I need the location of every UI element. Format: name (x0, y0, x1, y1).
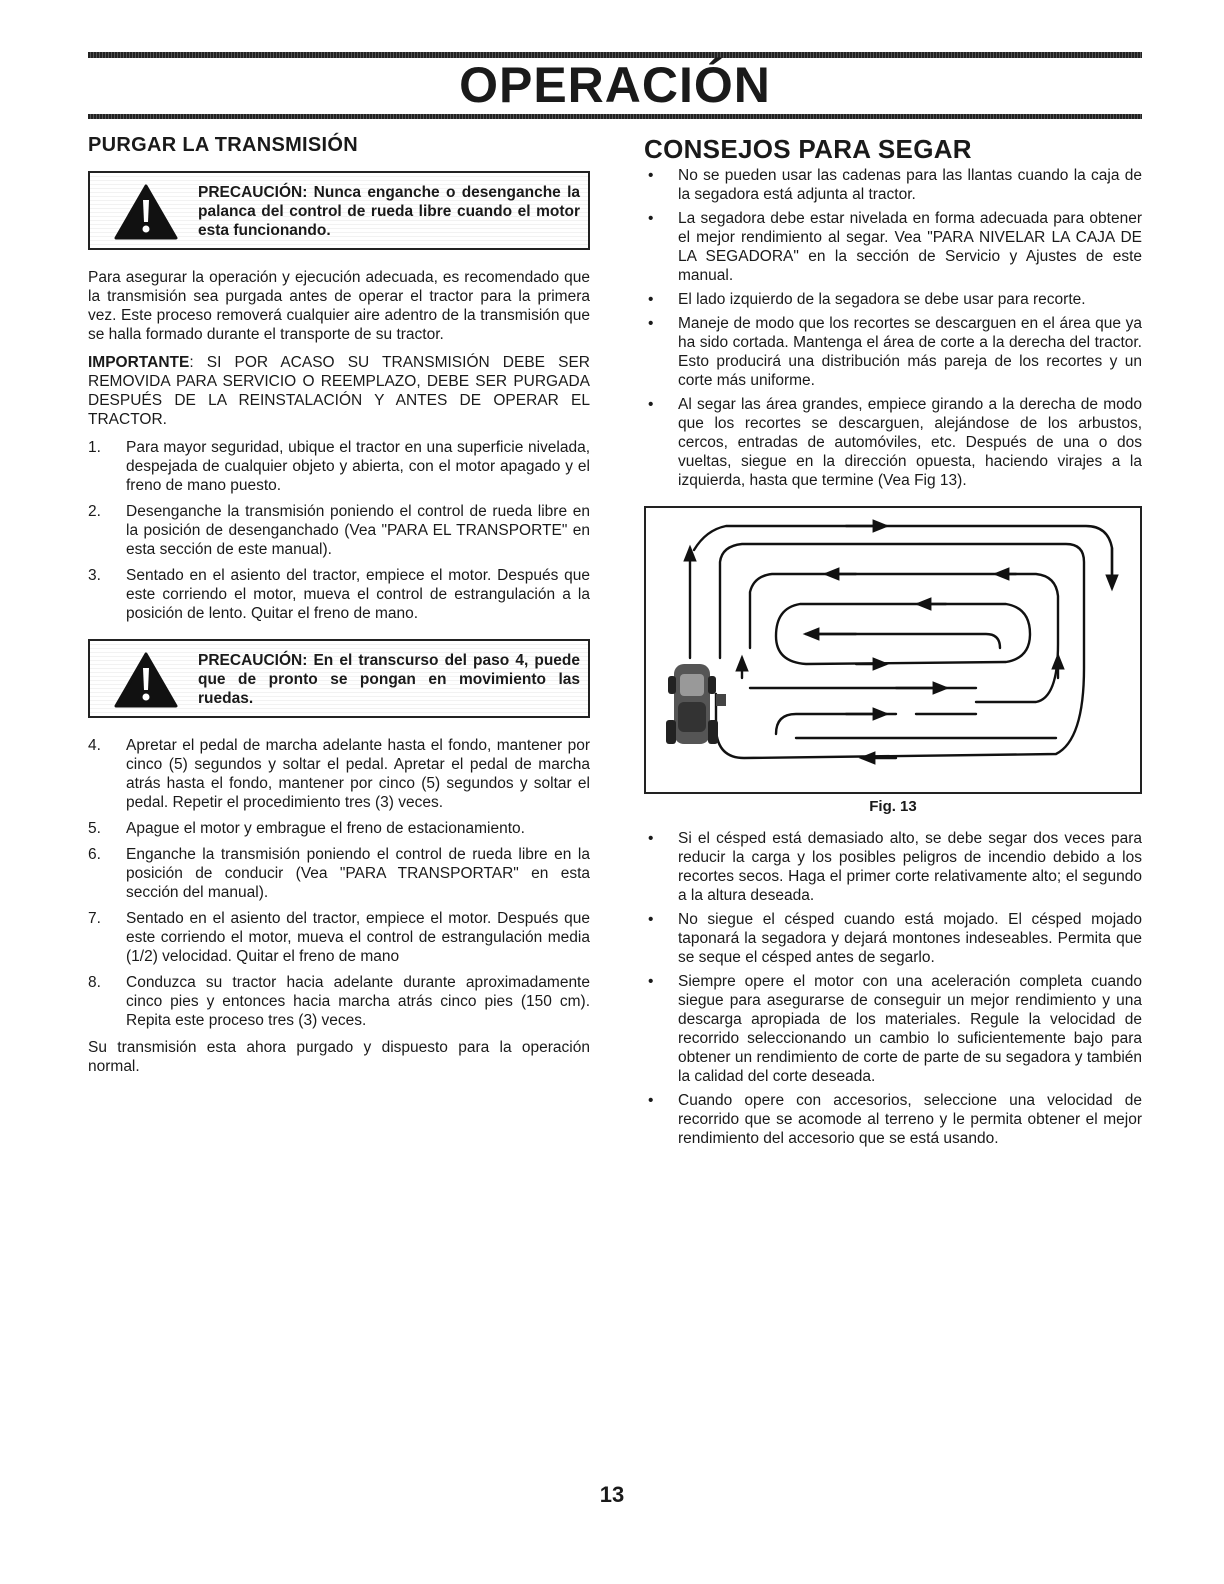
bullet-dot: • (648, 396, 654, 413)
section-title-purgar: PURGAR LA TRANSMISIÓN (88, 134, 359, 156)
caution-box-1 (88, 171, 590, 250)
step-text: Para mayor seguridad, ubique el tractor en una superficie nivelada, despejada de cualquier objeto y abierta, con el motor apagado y el freno de mano puesto. (126, 439, 590, 494)
step-number: 7. (88, 910, 101, 927)
bullet-text: El lado izquierdo de la segadora se debe usar para recorte. (678, 291, 1086, 308)
step-item (88, 819, 590, 838)
step-text: Desenganche la transmisión poniendo el control de rueda libre en la posición de desenganchado (Vea "PARA EL TRANSPORTE" en esta sección de este manual). (126, 503, 590, 558)
figure-caption: Fig. 13 (869, 798, 917, 815)
bullet-dot: • (648, 911, 654, 928)
bullet-text: Si el césped está demasiado alto, se debe segar dos veces para reducir la carga y los posibles peligros de incendio debido a los recortes secos. Haga el primer corte relativamente alto; el segundo a la altura deseada. (678, 830, 1142, 904)
step-text: Enganche la transmisión poniendo el control de rueda libre en la posición de conducir (Vea "PARA TRANSPORTAR" en esta sección del manual). (126, 846, 590, 901)
step-number: 2. (88, 503, 101, 520)
caution-box-2 (88, 639, 590, 718)
step-number: 1. (88, 439, 101, 456)
bullets-list-b (644, 829, 1142, 1148)
caution-text-1: PRECAUCIÓN: Nunca enganche o desenganche la palanca del control de rueda libre cuando el motor esta funcionando. (198, 184, 580, 239)
step-number: 3. (88, 567, 101, 584)
bullet-dot: • (648, 830, 654, 847)
step-number: 4. (88, 737, 101, 754)
step-text: Apretar el pedal de marcha adelante hasta el fondo, mantener por cinco (5) segundos y soltar el pedal. Apretar el pedal de marcha atrás hasta el fondo, mantener por cinco (5) segundos y soltar el pedal. Repetir el procedimiento tres (3) veces. (126, 737, 590, 811)
bullet-item (644, 1091, 1142, 1148)
bullet-item (644, 829, 1142, 905)
step-item (88, 909, 590, 966)
bullet-text: La segadora debe estar nivelada en forma adecuada para obtener el mejor rendimiento al segar. Vea "PARA NIVELAR LA CAJA DE LA SEGADORA" en la sección de Servicio y Ajustes de este manual. (678, 210, 1142, 284)
bullet-item (644, 209, 1142, 285)
right-column (644, 134, 1142, 1153)
bullet-item (644, 314, 1142, 390)
bullet-text: Maneje de modo que los recortes se descarguen en el área que ya ha sido cortada. Mantenga el área de corte a la derecha del tractor. Esto producirá una distribución más pareja de los recortes y un corte más uniforme. (678, 315, 1142, 389)
steps-list-b (88, 736, 590, 1030)
closing-paragraph: Su transmisión esta ahora purgado y dispuesto para la operación normal. (88, 1039, 590, 1075)
bullet-item (644, 395, 1142, 490)
bullet-text: No siegue el césped cuando está mojado. El césped mojado taponará la segadora y dejará montones indeseables. Permita que se seque el césped antes de segarlo. (678, 911, 1142, 966)
step-text: Conduzca su tractor hacia adelante durante aproximadamente cinco pies y entonces hacia marcha atrás cinco pies (150 cm). Repita este proceso tres (3) veces. (126, 974, 590, 1029)
bullet-item (644, 166, 1142, 204)
important-label: IMPORTANTE (88, 354, 190, 371)
bullet-dot: • (648, 167, 654, 184)
left-column (88, 134, 590, 1085)
bullet-dot: • (648, 1092, 654, 1109)
step-item (88, 845, 590, 902)
bullet-text: Al segar las área grandes, empiece girando a la derecha de modo que los recortes se descarguen, alejándose de los arbustos, cercos, entradas de automóviles, etc. Después de una o dos vueltas, siegue en la dirección opuesta, haciendo virajes a la izquierda, hasta que termine (Vea Fig 13). (678, 396, 1142, 489)
bullet-dot: • (648, 210, 654, 227)
bullets-list-a (644, 166, 1142, 490)
section-title-consejos: CONSEJOS PARA SEGAR (644, 134, 972, 164)
page-header (88, 50, 1142, 118)
intro-paragraph: Para asegurar la operación y ejecución adecuada, es recomendado que la transmisión sea purgada antes de operar el tractor para la primera vez. Este proceso removerá cualquier aire adentro de la transmisión que se halla formado durante el transporte de su tractor. (88, 269, 590, 343)
step-number: 6. (88, 846, 101, 863)
step-item (88, 736, 590, 812)
bullet-item (644, 290, 1142, 309)
warning-triangle-icon (114, 184, 178, 240)
mowing-pattern-diagram (646, 508, 1140, 788)
bullet-text: No se pueden usar las cadenas para las llantas cuando la caja de la segadora está adjunta al tractor. (678, 167, 1142, 203)
step-item (88, 566, 590, 623)
tractor-icon (666, 664, 726, 744)
bullet-dot: • (648, 291, 654, 308)
header-rule-bottom (88, 114, 1142, 119)
step-text: Apague el motor y embrague el freno de estacionamiento. (126, 820, 525, 837)
step-text: Sentado en el asiento del tractor, empiece el motor. Después que este corriendo el motor, mueva el control de estrangulación a la posición de lento. Quitar el freno de mano. (126, 567, 590, 622)
bullet-item (644, 972, 1142, 1086)
step-number: 8. (88, 974, 101, 991)
important-text: : SI POR ACASO SU TRANSMISIÓN DEBE SER REMOVIDA PARA SERVICIO O REEMPLAZO, DEBE SER PURGADA DESPUÉS DE LA REINSTALACIÓN Y ANTES DE OPERAR EL TRACTOR. (88, 354, 590, 428)
bullet-item (644, 910, 1142, 967)
step-item (88, 438, 590, 495)
bullet-text: Siempre opere el motor con una aceleración completa cuando siegue para asegurarse de conseguir un mejor rendimiento y una descarga apropiada de los materiales. Regule la velocidad de recorrido seleccionando un cambio lo suficientemente bajo para obtener un rendimiento de corte de parte de su segadora y también la calidad del corte deseada. (678, 973, 1142, 1085)
mowing-pattern-figure (644, 506, 1142, 794)
steps-list-a (88, 438, 590, 623)
page-title: OPERACIÓN (459, 57, 771, 113)
step-text: Sentado en el asiento del tractor, empiece el motor. Después que este corriendo el motor, mueva el control de estrangulación media (1/2) velocidad. Quitar el freno de mano (126, 910, 590, 965)
step-item (88, 502, 590, 559)
bullet-dot: • (648, 973, 654, 990)
page-number: 13 (599, 1482, 625, 1507)
caution-text-2: PRECAUCIÓN: En el transcurso del paso 4, puede que de pronto se pongan en movimiento las ruedas. (198, 652, 580, 707)
bullet-dot: • (648, 315, 654, 332)
important-paragraph (88, 353, 590, 429)
step-number: 5. (88, 820, 101, 837)
bullet-text: Cuando opere con accesorios, seleccione una velocidad de recorrido que se acomode al terreno y le permita obtener el mejor rendimiento del accesorio que se está usando. (678, 1092, 1142, 1147)
step-item (88, 973, 590, 1030)
warning-triangle-icon (114, 652, 178, 708)
